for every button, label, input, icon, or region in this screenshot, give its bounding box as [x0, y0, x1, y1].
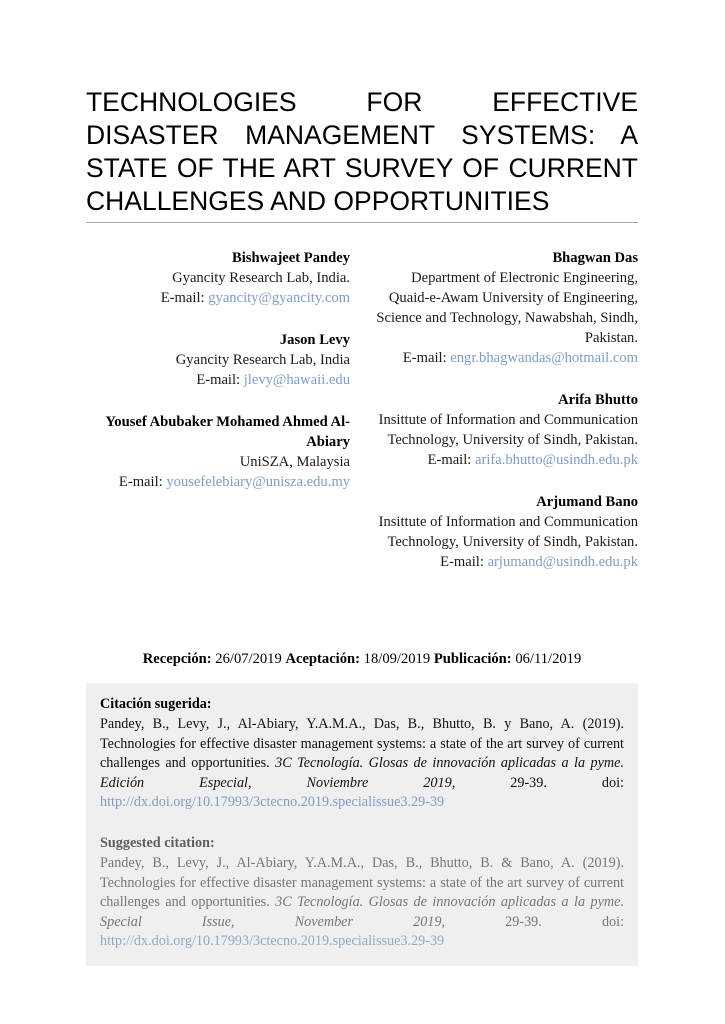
author-block — [86, 412, 350, 492]
email-link[interactable]: engr.bhagwandas@hotmail.com — [450, 350, 638, 366]
citation-body — [100, 715, 624, 813]
citation-pages: , 29-39. — [451, 774, 547, 791]
email-label: E-mail: — [118, 474, 163, 490]
author-email-line — [86, 472, 350, 492]
authors-column-right — [374, 248, 638, 572]
author-affiliation: UniSZA, Malaysia — [239, 454, 350, 470]
citation-journal: 3C Tecnología. Glosas de innovación aplicadas a la pyme. — [275, 894, 625, 910]
reception-label: Recepción: — [142, 651, 212, 667]
author-block — [86, 330, 350, 390]
suggested-citation-box-spanish — [86, 683, 638, 827]
suggested-citation-box-english — [86, 822, 638, 966]
author-block — [86, 248, 350, 308]
email-label: E-mail: — [402, 350, 447, 366]
citation-issue: Edición Especial, Noviembre 2019 — [100, 774, 452, 791]
citation-heading: Suggested citation: — [100, 835, 215, 851]
email-link[interactable]: jlevy@hawaii.edu — [243, 372, 350, 388]
citation-heading: Citación sugerida: — [100, 696, 212, 712]
email-label: E-mail: — [427, 452, 472, 468]
publication-label: Publicación: — [433, 651, 512, 667]
author-block — [374, 390, 638, 470]
citation-authors: Pandey, B., Levy, J., Al-Abiary, Y.A.M.A., Das, B., Bhutto, B. y Bano, A. (2019). — [100, 716, 624, 732]
author-name: Bhagwan Das — [552, 250, 638, 266]
citation-pages: , 29-39. — [441, 913, 542, 930]
author-email-line — [374, 450, 638, 470]
author-name: Arifa Bhutto — [558, 392, 638, 408]
title-block — [86, 86, 638, 223]
acceptance-label: Aceptación: — [285, 651, 361, 667]
author-block — [374, 492, 638, 572]
reception-value: 26/07/2019 — [215, 651, 282, 667]
email-label: E-mail: — [440, 554, 484, 570]
authors-column-left — [86, 248, 350, 492]
email-link[interactable]: arjumand@usindh.edu.pk — [487, 554, 638, 570]
author-block — [374, 248, 638, 368]
email-link[interactable]: gyancity@gyancity.com — [208, 290, 350, 306]
citation-doi-link[interactable]: http://dx.doi.org/10.17993/3ctecno.2019.specialissue3.29-39 — [100, 933, 445, 949]
publication-value: 06/11/2019 — [515, 651, 582, 667]
author-name: Yousef Abubaker Mohamed Ahmed Al-Abiary — [105, 414, 350, 450]
citation-authors: Pandey, B., Levy, J., Al-Abiary, Y.A.M.A., Das, B., Bhutto, B. & Bano, A. (2019). — [100, 855, 624, 871]
author-affiliation: Gyancity Research Lab, India — [175, 352, 350, 368]
author-name: Arjumand Bano — [536, 494, 638, 510]
email-link[interactable]: arifa.bhutto@usindh.edu.pk — [475, 452, 638, 468]
citation-article-title: Technologies for effective disaster management systems: a state of the art survey of current challenges and opportunities. — [100, 874, 624, 910]
author-email-line — [86, 288, 350, 308]
citation-journal: 3C Tecnología. Glosas de innovación aplicadas a la pyme. — [275, 755, 625, 771]
citation-body — [100, 854, 624, 952]
author-name: Bishwajeet Pandey — [232, 250, 350, 266]
citation-issue: Special Issue, November 2019 — [100, 913, 442, 930]
author-affiliation: Insittute of Information and Communication Technology, University of Sindh, Pakistan. — [378, 412, 638, 448]
author-affiliation: Department of Electronic Engineering, Quaid-e-Awam University of Engineering, Science and Technology, Nawabshah, Sindh, Pakistan. — [376, 270, 638, 346]
author-email-line — [374, 348, 638, 368]
author-affiliation: Gyancity Research Lab, India. — [172, 270, 350, 286]
citation-doi-label: doi: — [601, 913, 625, 930]
email-label: E-mail: — [196, 372, 241, 388]
email-link[interactable]: yousefelebiary@unisza.edu.my — [166, 474, 350, 490]
author-email-line — [86, 370, 350, 390]
author-name: Jason Levy — [279, 332, 350, 348]
authors-section — [86, 248, 638, 572]
citation-doi-label: doi: — [601, 774, 624, 791]
author-email-line — [374, 552, 638, 572]
page-title: TECHNOLOGIES FOR EFFECTIVE DISASTER MANAGEMENT SYSTEMS: A STATE OF THE ART SURVEY OF CURRENT CHALLENGES AND OPPORTUNITIES — [86, 87, 638, 216]
publication-dates — [86, 649, 638, 669]
email-label: E-mail: — [160, 290, 205, 306]
title-divider — [86, 222, 638, 223]
citation-article-title: Technologies for effective disaster management systems: a state of the art survey of current challenges and opportunities. — [100, 735, 624, 771]
author-affiliation: Insittute of Information and Communication Technology, University of Sindh, Pakistan. — [378, 514, 638, 550]
acceptance-value: 18/09/2019 — [363, 651, 431, 667]
citation-doi-link[interactable]: http://dx.doi.org/10.17993/3ctecno.2019.specialissue3.29-39 — [100, 794, 445, 810]
